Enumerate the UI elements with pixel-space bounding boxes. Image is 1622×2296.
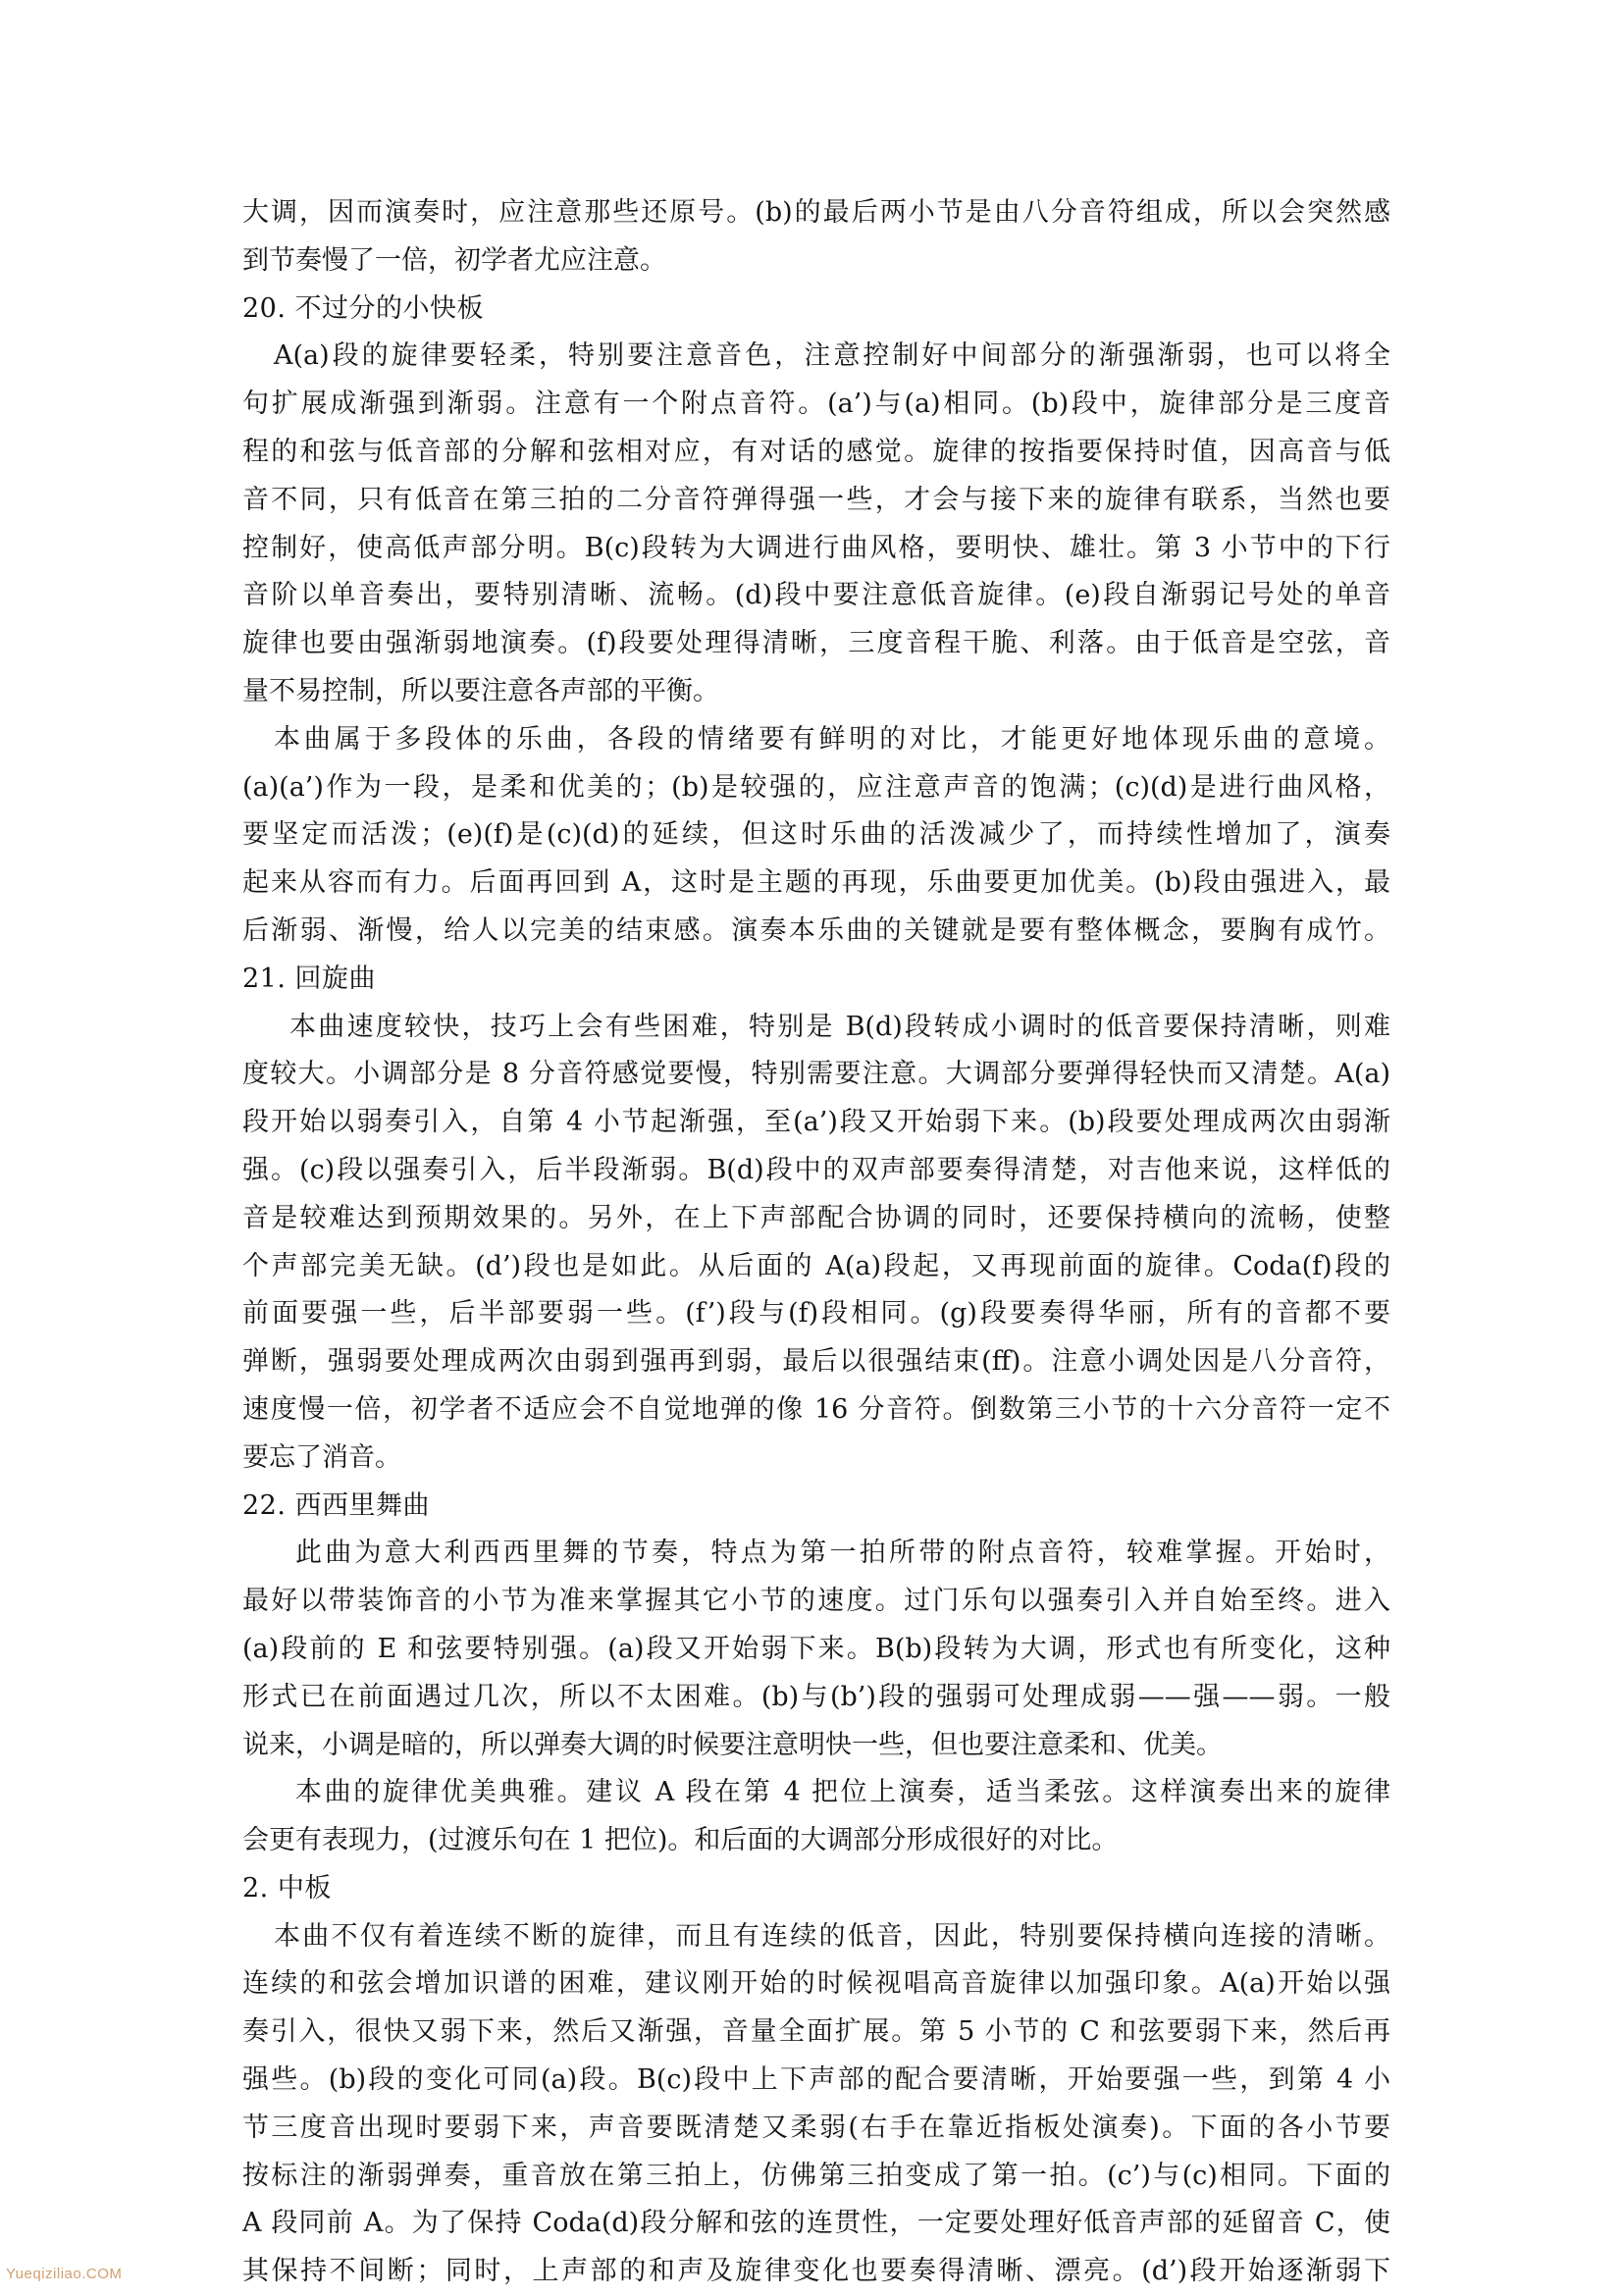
section-heading: 21. 回旋曲	[242, 963, 377, 994]
text-line: 强些。(b)段的变化可同(a)段。B(c)段中上下声部的配合要清晰，开始要强一些，到第 4 小	[242, 2064, 1390, 2096]
text-line: 量不易控制，所以要注意各声部的平衡。	[242, 675, 719, 706]
section-heading: 20. 不过分的小快板	[242, 292, 485, 324]
text-line: 弹断，强弱要处理成两次由弱到强再到弱，最后以很强结束(ff)。注意小调处因是八分音符，	[242, 1346, 1390, 1378]
text-line: 要忘了消音。	[242, 1441, 401, 1473]
text-line: 程的和弦与低音部的分解和弦相对应，有对话的感觉。旋律的按指要保持时值，因高音与低	[242, 436, 1390, 467]
text-line: 形式已在前面遇过几次，所以不太困难。(b)与(b’)段的强弱可处理成弱——强——弱。一般	[242, 1681, 1390, 1712]
text-line: 最好以带装饰音的小节为准来掌握其它小节的速度。过门乐句以强奏引入并自始至终。进入	[242, 1586, 1390, 1617]
paragraph-first-line: 此曲为意大利西西里舞的节奏，特点为第一拍所带的附点音符，较难掌握。开始时，	[295, 1538, 1390, 1569]
text-line: 控制好，使高低声部分明。B(c)段转为大调进行曲风格，要明快、雄壮。第 3 小节中的下行	[242, 532, 1390, 563]
text-line: (a)(a’)作为一段，是柔和优美的；(b)是较强的，应注意声音的饱满；(c)(d)是进行曲风格，	[242, 771, 1390, 803]
text-line: 连续的和弦会增加识谱的困难，建议刚开始的时候视唱高音旋律以加强印象。A(a)开始以强	[242, 1968, 1390, 2000]
text-line: 前面要强一些，后半部要弱一些。(f’)段与(f)段相同。(g)段要奏得华丽，所有的音都不要	[242, 1298, 1390, 1330]
text-line: 强。(c)段以强奏引入，后半段渐弱。B(d)段中的双声部要奏得清楚，对吉他来说，这样低的	[242, 1154, 1390, 1185]
text-line: A 段同前 A。为了保持 Coda(d)段分解和弦的连贯性，一定要处理好低音声部的延留音 C，使	[242, 2208, 1390, 2239]
text-line: 度较大。小调部分是 8 分音符感觉要慢，特别需要注意。大调部分要弹得轻快而又清楚。A(a)	[242, 1059, 1390, 1090]
text-line: 音阶以单音奏出，要特别清晰、流畅。(d)段中要注意低音旋律。(e)段自渐弱记号处的单音	[242, 580, 1390, 611]
paragraph-first-line: 本曲的旋律优美典雅。建议 A 段在第 4 把位上演奏，适当柔弦。这样演奏出来的旋律	[295, 1777, 1390, 1808]
site-watermark: Yueqiziliao.COM	[6, 2266, 123, 2282]
text-line: 句扩展成渐强到渐弱。注意有一个附点音符。(a’)与(a)相同。(b)段中，旋律部分是三度音	[242, 389, 1390, 420]
document-body	[242, 189, 1390, 2296]
text-line: 按标注的渐弱弹奏，重音放在第三拍上，仿佛第三拍变成了第一拍。(c’)与(c)相同。下面的	[242, 2160, 1390, 2191]
text-line: 后渐弱、渐慢，给人以完美的结束感。演奏本乐曲的关键就是要有整体概念，要胸有成竹。	[242, 914, 1390, 946]
text-line: 音不同，只有低音在第三拍的二分音符弹得强一些，才会与接下来的旋律有联系，当然也要	[242, 484, 1390, 515]
text-line: 要坚定而活泼；(e)(f)是(c)(d)的延续，但这时乐曲的活泼减少了，而持续性增加了，演奏	[242, 819, 1390, 851]
text-line: 速度慢一倍，初学者不适应会不自觉地弹的像 16 分音符。倒数第三小节的十六分音符一定不	[242, 1393, 1390, 1425]
text-line: 个声部完美无缺。(d’)段也是如此。从后面的 A(a)段起，又再现前面的旋律。Coda(f)段的	[242, 1250, 1390, 1281]
text-line: 起来从容而有力。后面再回到 A，这时是主题的再现，乐曲要更加优美。(b)段由强进入，最	[242, 867, 1390, 899]
paragraph-first-line: 本曲不仅有着连续不断的旋律，而且有连续的低音，因此，特别要保持横向连接的清晰。	[274, 1920, 1390, 1952]
section-heading: 2. 中板	[242, 1872, 332, 1904]
text-line: 旋律也要由强渐弱地演奏。(f)段要处理得清晰，三度音程干脆、利落。由于低音是空弦，音	[242, 628, 1390, 659]
text-line: 其保持不间断；同时，上声部的和声及旋律变化也要奏得清晰、漂亮。(d’)段开始逐渐弱下	[242, 2256, 1390, 2287]
text-line: 大调，因而演奏时，应注意那些还原号。(b)的最后两小节是由八分音符组成，所以会突然感	[242, 197, 1390, 228]
text-line: (a)段前的 E 和弦要特别强。(a)段又开始弱下来。B(b)段转为大调，形式也有所变化，这种	[242, 1633, 1390, 1664]
text-line: 节三度音出现时要弱下来，声音要既清楚又柔弱(右手在靠近指板处演奏)。下面的各小节要	[242, 2112, 1390, 2143]
text-line: 段开始以弱奏引入，自第 4 小节起渐强，至(a’)段又开始弱下来。(b)段要处理成两次由弱渐	[242, 1107, 1390, 1138]
paragraph-first-line: A(a)段的旋律要轻柔，特别要注意音色，注意控制好中间部分的渐强渐弱，也可以将全	[274, 340, 1390, 372]
text-line: 音是较难达到预期效果的。另外，在上下声部配合协调的同时，还要保持横向的流畅，使整	[242, 1202, 1390, 1233]
paragraph-first-line: 本曲速度较快，技巧上会有些困难，特别是 B(d)段转成小调时的低音要保持清晰，则难	[289, 1011, 1390, 1042]
text-line: 说来，小调是暗的，所以弹奏大调的时候要注意明快一些，但也要注意柔和、优美。	[242, 1729, 1223, 1760]
section-heading: 22. 西西里舞曲	[242, 1489, 431, 1521]
text-line: 到节奏慢了一倍，初学者尤应注意。	[242, 244, 666, 276]
paragraph-first-line: 本曲属于多段体的乐曲，各段的情绪要有鲜明的对比，才能更好地体现乐曲的意境。	[274, 723, 1390, 755]
text-line: 奏引入，很快又弱下来，然后又渐强，音量全面扩展。第 5 小节的 C 和弦要弱下来，然后再	[242, 2016, 1390, 2048]
text-line: 会更有表现力，(过渡乐句在 1 把位)。和后面的大调部分形成很好的对比。	[242, 1825, 1119, 1856]
